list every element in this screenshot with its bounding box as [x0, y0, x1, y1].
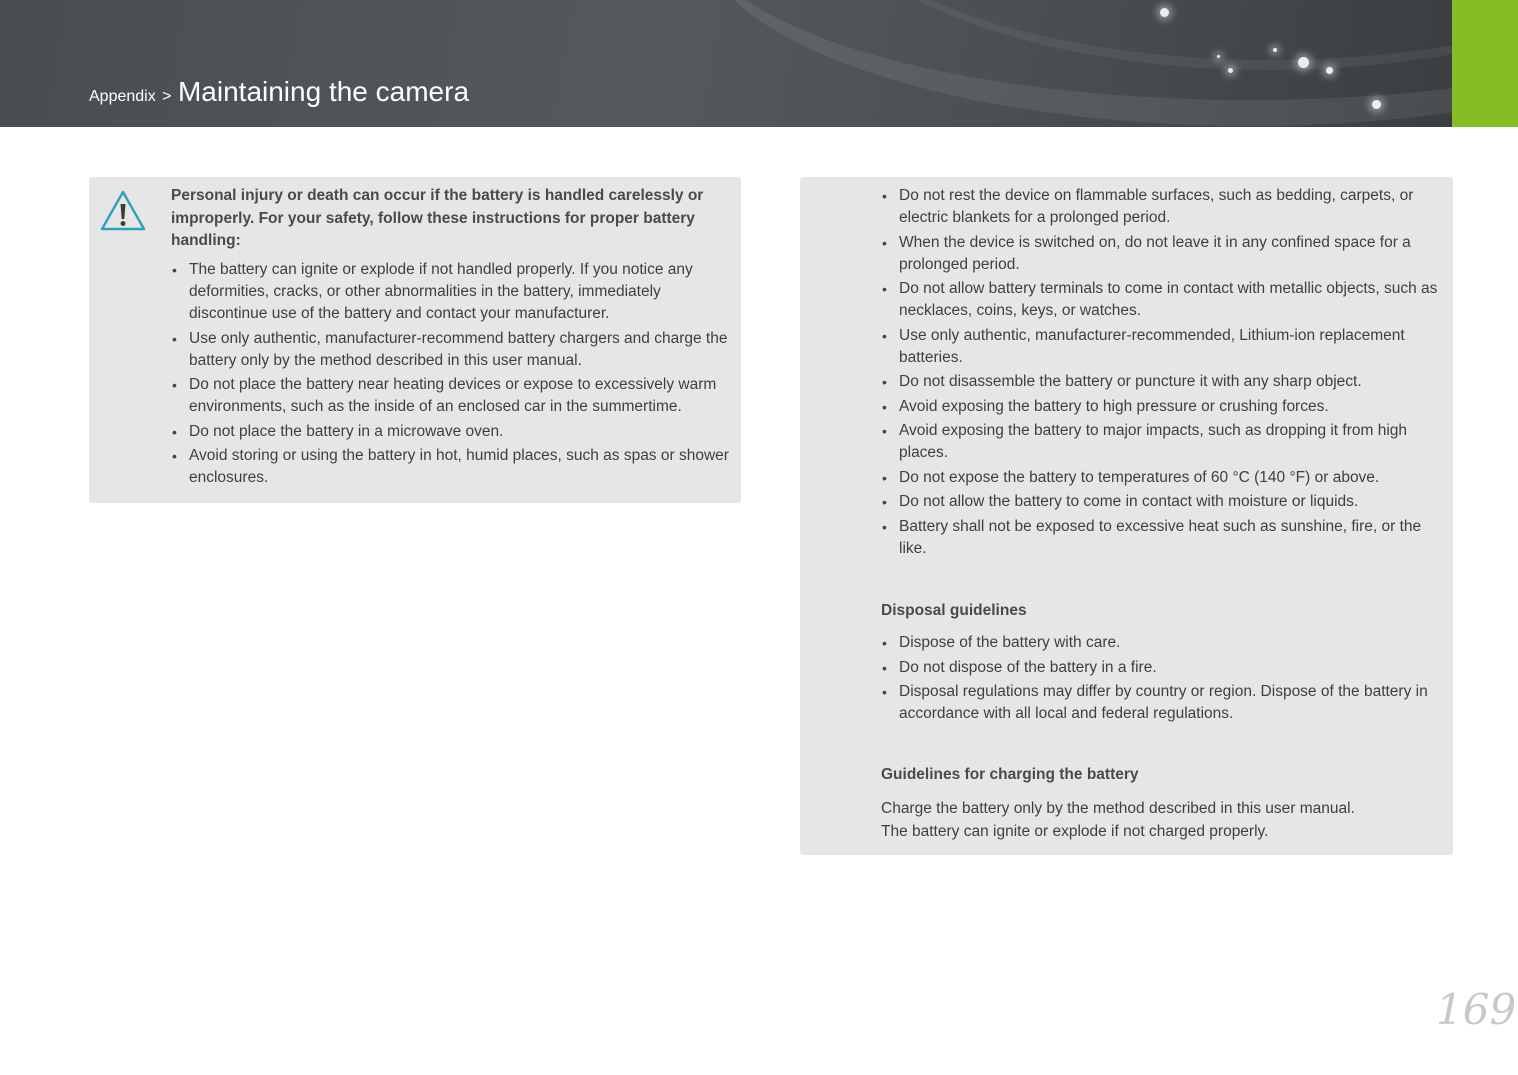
list-item: • Avoid exposing the battery to high pressure or crushing forces. [881, 396, 1443, 418]
list-item: • When the device is switched on, do not leave it in any confined space for a prolonged period. [881, 232, 1443, 276]
warning-list-continued [881, 185, 1443, 562]
sparkle [1298, 57, 1309, 68]
list-item: • The battery can ignite or explode if not handled properly. If you notice any deformities, cracks, or other abnormalities in the battery, immediately discontinue use of the battery and contact your manufacturer. [171, 259, 731, 325]
list-item: • Do not place the battery near heating devices or expose to excessively warm environments, such as the inside of an enclosed car in the summertime. [171, 374, 731, 418]
sparkle [1160, 8, 1169, 17]
disposal-list [881, 632, 1443, 728]
list-item: • Use only authentic, manufacturer-recommend battery chargers and charge the battery only by the method described in this user manual. [171, 328, 731, 372]
list-item: • Use only authentic, manufacturer-recommended, Lithium-ion replacement batteries. [881, 325, 1443, 369]
list-item: • Disposal regulations may differ by country or region. Dispose of the battery in accordance with all local and federal regulations. [881, 681, 1443, 725]
page-title: Maintaining the camera [177, 76, 470, 107]
page-number: 169 [1436, 985, 1517, 1034]
list-item: • Do not expose the battery to temperatures of 60 °C (140 °F) or above. [881, 467, 1443, 489]
list-item: • Avoid exposing the battery to major impacts, such as dropping it from high places. [881, 420, 1443, 464]
warning-icon [99, 189, 147, 233]
list-item: • Do not dispose of the battery in a fire. [881, 657, 1443, 679]
section-accent-tab [1452, 0, 1518, 127]
breadcrumb [89, 76, 469, 108]
sparkle [1217, 55, 1220, 58]
sparkle [1273, 48, 1277, 52]
breadcrumb-parent[interactable]: Appendix [89, 88, 156, 105]
warning-box [89, 177, 741, 503]
disposal-heading: Disposal guidelines [881, 602, 1027, 619]
list-item: • Do not rest the device on flammable surfaces, such as bedding, carpets, or electric blankets for a prolonged period. [881, 185, 1443, 229]
charging-heading: Guidelines for charging the battery [881, 766, 1139, 783]
list-item: • Do not allow the battery to come in contact with moisture or liquids. [881, 491, 1443, 513]
list-item: • Dispose of the battery with care. [881, 632, 1443, 654]
sparkle [1228, 68, 1233, 73]
breadcrumb-separator: > [162, 88, 172, 105]
charging-text [881, 797, 1441, 843]
charging-line: Charge the battery only by the method described in this user manual. [881, 800, 1355, 817]
list-item: • Avoid storing or using the battery in hot, humid places, such as spas or shower enclosures. [171, 445, 731, 489]
list-item: • Do not disassemble the battery or puncture it with any sharp object. [881, 371, 1443, 393]
sparkle [1372, 100, 1381, 109]
header-banner [0, 0, 1452, 127]
continued-warning-box [800, 177, 1453, 855]
list-item: • Do not place the battery in a microwave oven. [171, 421, 731, 443]
charging-line: The battery can ignite or explode if not charged properly. [881, 823, 1269, 840]
list-item: • Battery shall not be exposed to excessive heat such as sunshine, fire, or the like. [881, 516, 1443, 560]
list-item: • Do not allow battery terminals to come in contact with metallic objects, such as necklaces, coins, keys, or watches. [881, 278, 1443, 322]
warning-list [171, 259, 731, 492]
sparkle [1326, 67, 1333, 74]
warning-lead-text: Personal injury or death can occur if the battery is handled carelessly or improperly. For your safety, follow these instructions for proper battery handling: [171, 187, 704, 249]
